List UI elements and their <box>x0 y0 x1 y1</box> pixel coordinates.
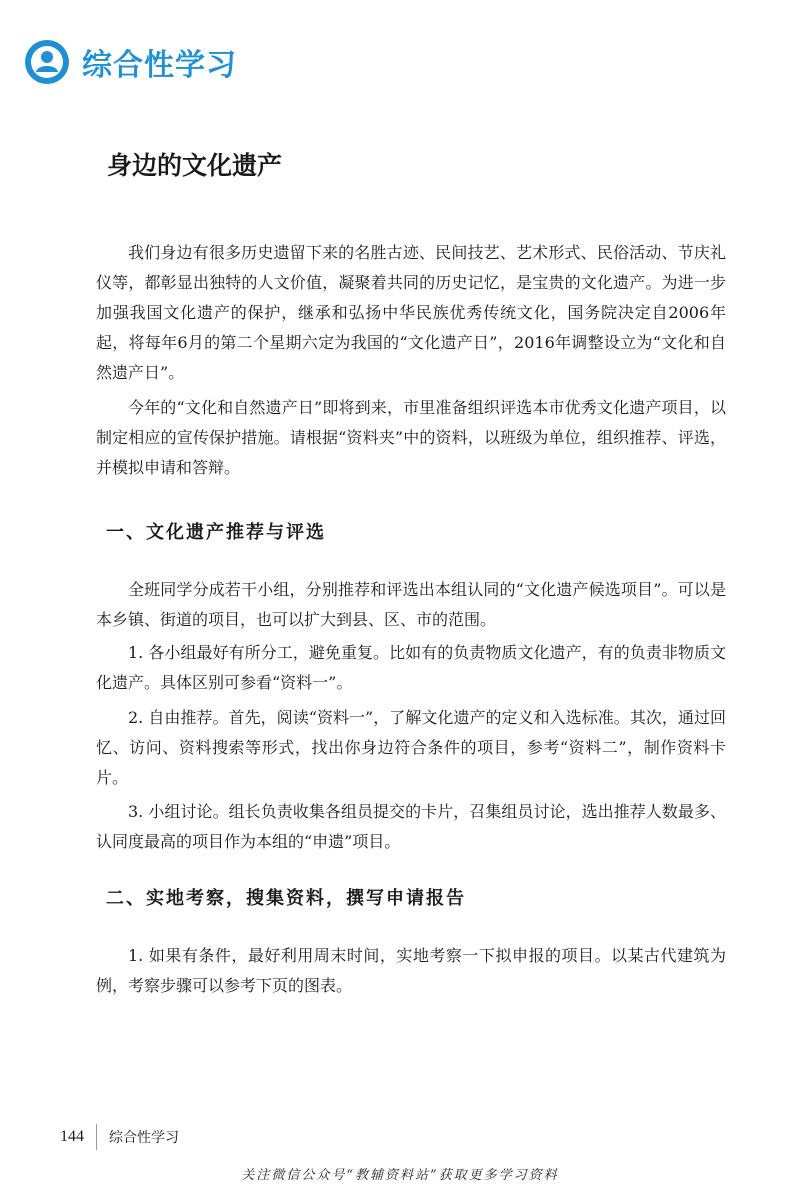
footer-divider <box>96 1124 97 1150</box>
section-1-paragraph-1: 全班同学分成若干小组，分别推荐和评选出本组认同的“文化遗产候选项目”。可以是本乡镇、街道的项目，也可以扩大到县、区、市的范围。 <box>96 580 726 629</box>
section-2-heading: 二、实地考察，搜集资料，撰写申请报告 <box>106 888 466 909</box>
lesson-title: 身边的文化遗产 <box>107 151 283 180</box>
section-header <box>24 38 237 86</box>
section-2-item-1: 1. 如果有条件，最好利用周末时间，实地考察一下拟申报的项目。以某古代建筑为例，考察步骤可以参考下页的图表。 <box>96 946 726 995</box>
section-1-heading: 一、文化遗产推荐与评选 <box>106 522 326 543</box>
watermark-text: 关注微信公众号“教辅资料站”获取更多学习资料 <box>241 1168 559 1183</box>
page-footer <box>60 1124 179 1150</box>
footer-label: 综合性学习 <box>109 1130 179 1146</box>
section-1-item-1: 1. 各小组最好有所分工，避免重复。比如有的负责物质文化遗产，有的负责非物质文化遗产。具体区别可参看“资料一”。 <box>96 643 726 692</box>
intro-paragraph-1: 我们身边有很多历史遗留下来的名胜古迹、民间技艺、艺术形式、民俗活动、节庆礼仪等，都彰显出独特的人文价值，凝聚着共同的历史记忆，是宝贵的文化遗产。为进一步加强我国文化遗产的保护，继承和弘扬中华民族优秀传统文化，国务院决定自2006年起，将每年6月的第二个星期六定为我国的“文化遗产日”，2016年调整设立为“文化和自然遗产日”。 <box>96 243 726 382</box>
intro-paragraph-2: 今年的“文化和自然遗产日”即将到来，市里准备组织评选本市优秀文化遗产项目，以制定相应的宣传保护措施。请根据“资料夹”中的资料，以班级为单位，组织推荐、评选，并模拟申请和答辩。 <box>96 398 726 477</box>
section-title: 综合性学习 <box>82 48 237 83</box>
section-1-item-2: 2. 自由推荐。首先，阅读“资料一”，了解文化遗产的定义和入选标准。其次，通过回忆、访问、资料搜索等形式，找出你身边符合条件的项目，参考“资料二”，制作资料卡片。 <box>96 708 726 787</box>
page-number: 144 <box>60 1128 84 1145</box>
section-1-item-3: 3. 小组讨论。组长负责收集各组员提交的卡片，召集组员讨论，选出推荐人数最多、认同度最高的项目作为本组的“申遗”项目。 <box>96 802 726 851</box>
person-badge-icon <box>24 39 70 85</box>
